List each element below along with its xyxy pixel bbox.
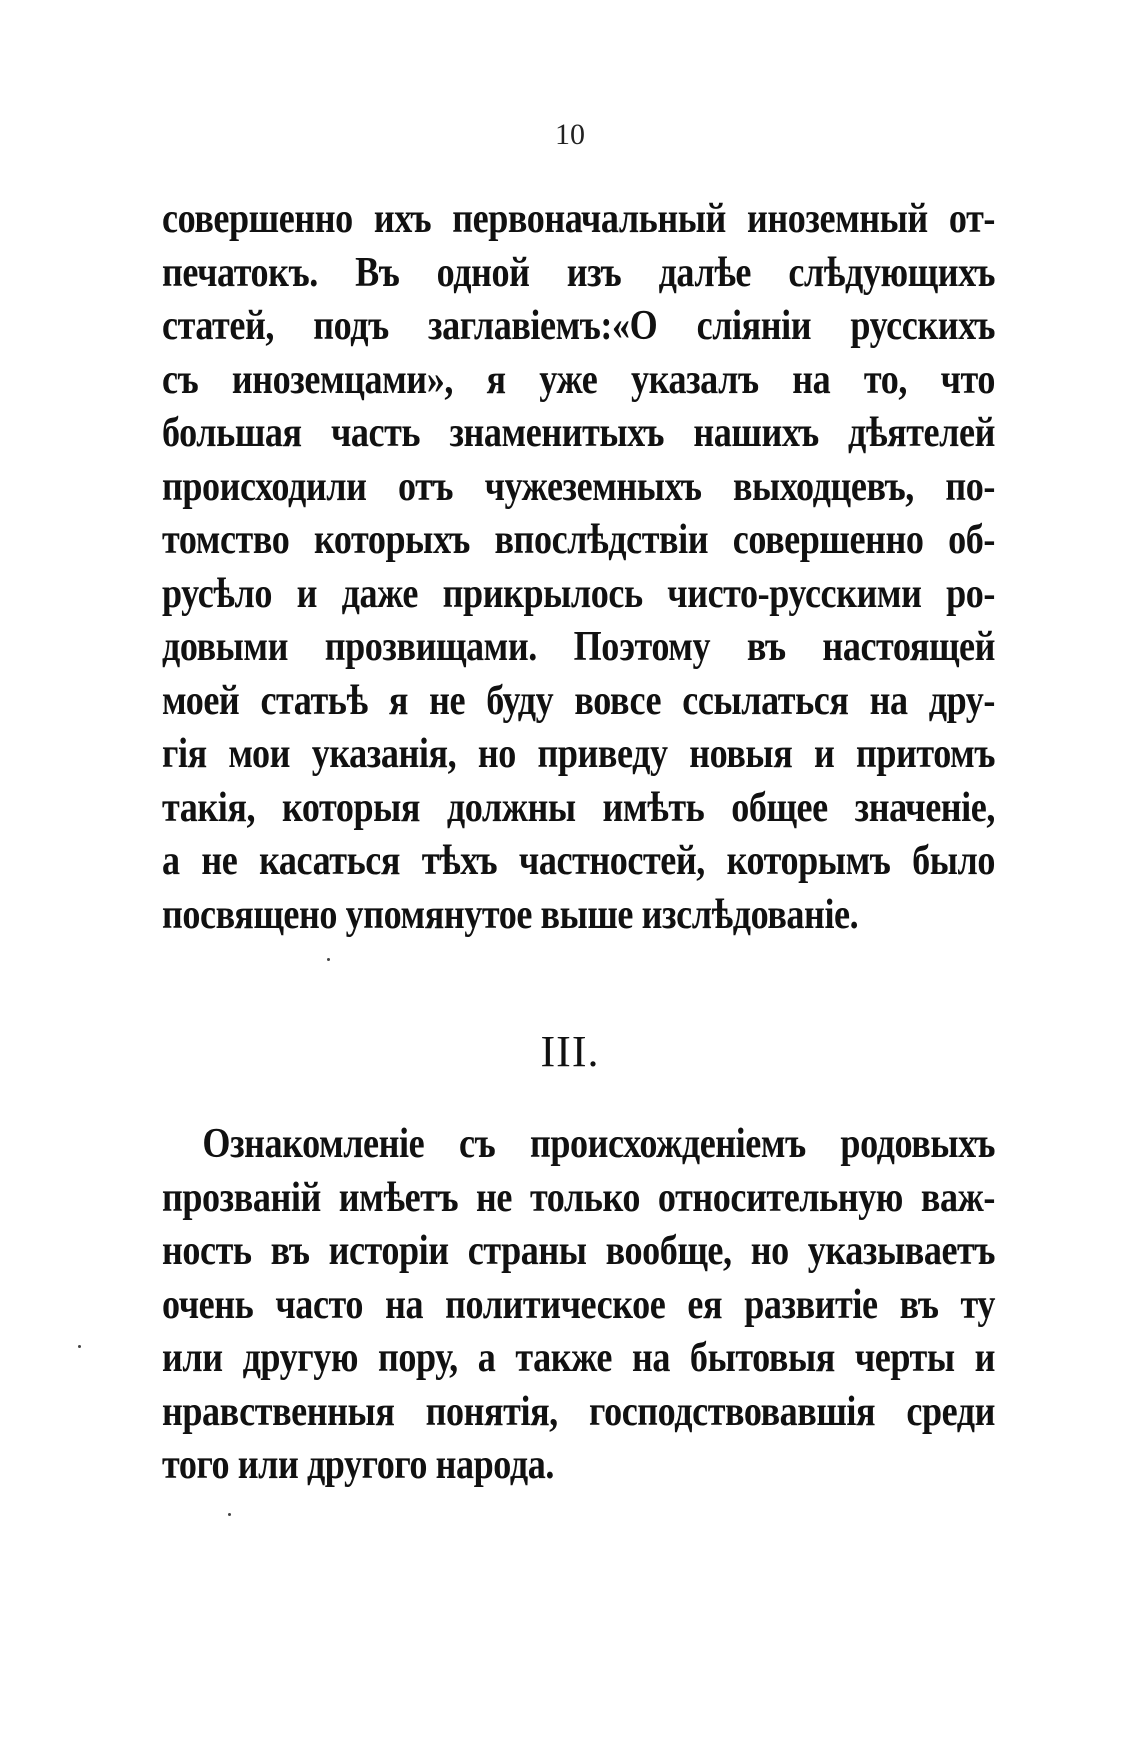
- text-line: печатокъ. Въ одной изъ далѣе слѣдующихъ: [162, 249, 995, 296]
- text-line: съ иноземцами», я уже указалъ на то, что: [162, 356, 995, 403]
- text-line: нравственныя понятія, господствовавшія среди: [162, 1388, 995, 1435]
- paragraph-section: [162, 1118, 997, 1493]
- text-line: моей статьѣ я не буду вовсе ссылаться на дру-: [162, 677, 995, 724]
- text-line: совершенно ихъ первоначальный иноземный от-: [162, 196, 995, 242]
- text-line: ность въ исторіи страны вообще, но указываетъ: [162, 1228, 995, 1274]
- print-speck: [78, 1345, 81, 1348]
- text-line: большая часть знаменитыхъ нашихъ дѣятелей: [162, 410, 995, 456]
- section-heading: III.: [540, 1027, 600, 1076]
- text-line: а не касаться тѣхъ частностей, которымъ было: [162, 838, 995, 884]
- text-line: происходили отъ чужеземныхъ выходцевъ, по-: [162, 463, 995, 510]
- text-line: Ознакомленіе съ происхожденіемъ родовыхъ: [202, 1121, 995, 1167]
- page-number: 10: [555, 118, 585, 151]
- text-line: гія мои указанія, но приведу новыя и притомъ: [162, 731, 995, 777]
- text-line: томство которыхъ впослѣдствіи совершенно об-: [162, 517, 995, 563]
- print-speck: [327, 958, 330, 961]
- text-line: такія, которыя должны имѣть общее значеніе,: [162, 784, 995, 831]
- paragraph-continued: [162, 193, 997, 942]
- text-line: того или другого народа.: [162, 1442, 554, 1488]
- text-line: посвящено упомянутое выше изслѣдованіе.: [162, 891, 859, 938]
- text-line: статей, подъ заглавіемъ:«О сліяніи русскихъ: [162, 303, 995, 349]
- text-line: прозваній имѣетъ не только относительную важ-: [162, 1174, 995, 1221]
- text-line: или другую пору, а также на бытовыя черты и: [162, 1335, 995, 1381]
- text-line: очень часто на политическое ея развитіе въ ту: [162, 1281, 995, 1328]
- print-speck: [228, 1513, 231, 1516]
- text-line: довыми прозвищами. Поэтому въ настоящей: [162, 624, 995, 670]
- text-line: русѣло и даже прикрылось чисто-русскими ро-: [162, 570, 995, 617]
